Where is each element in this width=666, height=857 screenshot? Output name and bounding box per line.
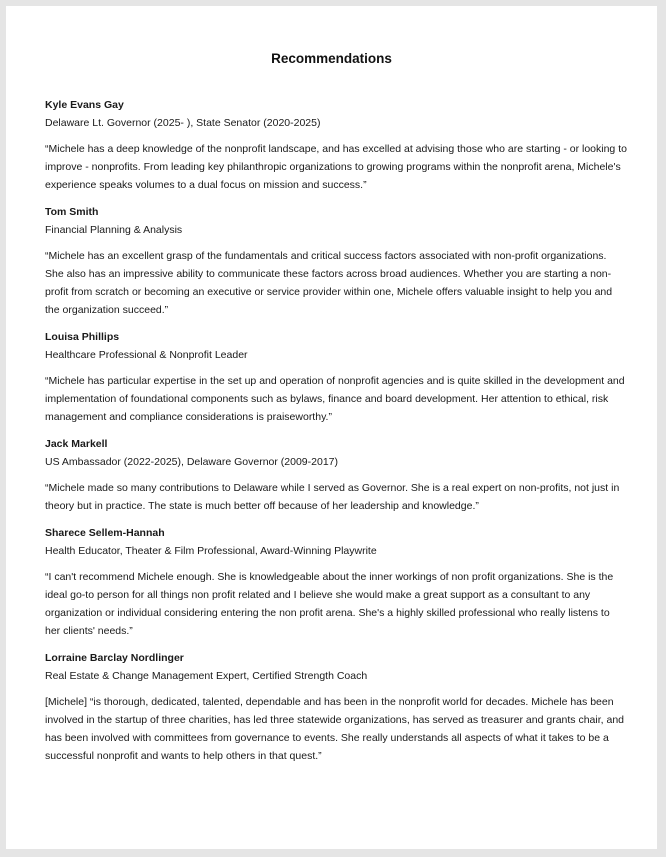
recommendation-quote: “Michele has a deep knowledge of the nonprofit landscape, and has excelled at advising those who are starting - or looking to improve - nonprofits. From leading key philanthropic organizations to growing programs within the nonprofit arena, Michele's experience speaks volumes to a dual focus on mission and success.” <box>45 143 627 191</box>
recommender-name: Sharece Sellem-Hannah <box>45 527 165 539</box>
recommender-name: Tom Smith <box>45 206 99 218</box>
recommender-role: Delaware Lt. Governor (2025- ), State Senator (2020-2025) <box>45 117 321 129</box>
recommendation-quote: [Michele] “is thorough, dedicated, talented, dependable and has been in the nonprofit world for decades. Michele has been involved in the startup of three charities, has led three statewide organizations, has served as treasurer and grants chair, and has been involved with committees from governance to events. She really understands all aspects of what it takes to be a successful nonprofit and wants to help others in that quest.” <box>45 696 624 762</box>
recommendation-item <box>45 328 627 426</box>
recommendation-quote: “Michele has an excellent grasp of the fundamentals and critical success factors associated with non-profit organizations. She also has an impressive ability to communicate these factors across broad audiences. Whether you are starting a non-profit from scratch or becoming an executive or service provider within one, Michele offers valuable insight to help you and the organization succeed.” <box>45 250 613 316</box>
recommendation-item <box>45 203 627 319</box>
recommender-name: Jack Markell <box>45 438 108 450</box>
recommendation-item <box>45 96 627 194</box>
recommender-name: Lorraine Barclay Nordlinger <box>45 652 184 664</box>
recommender-role: US Ambassador (2022-2025), Delaware Governor (2009-2017) <box>45 456 338 468</box>
recommender-role: Healthcare Professional & Nonprofit Leader <box>45 349 248 361</box>
recommender-role: Real Estate & Change Management Expert, Certified Strength Coach <box>45 670 368 682</box>
recommendation-quote: “Michele has particular expertise in the set up and operation of nonprofit agencies and is quite skilled in the development and implementation of foundational components such as bylaws, finance and board development. Her attention to ethical, risk management and compliance considerations is praiseworthy.” <box>45 375 625 423</box>
recommendation-quote: “Michele made so many contributions to Delaware while I served as Governor. She is a real expert on non-profits, not just in theory but in practice. The state is much better off because of her leadership and knowledge.” <box>45 482 620 512</box>
recommendations-list <box>45 96 627 774</box>
page-title: Recommendations <box>271 51 392 66</box>
recommendation-item <box>45 649 627 765</box>
recommender-name: Kyle Evans Gay <box>45 99 124 111</box>
recommendation-quote: “I can't recommend Michele enough. She is knowledgeable about the inner workings of non profit organizations. She is the ideal go-to person for all things non profit related and I believe she would make a great support as a consultant to any organization or individual considering entering the non profit arena. She's a highly skilled professional who really listens to her clients' needs.” <box>45 571 614 637</box>
recommender-role: Health Educator, Theater & Film Professional, Award-Winning Playwrite <box>45 545 377 557</box>
recommendation-item <box>45 435 627 515</box>
document-page <box>6 6 657 849</box>
recommender-role: Financial Planning & Analysis <box>45 224 183 236</box>
recommendation-item <box>45 524 627 640</box>
recommender-name: Louisa Phillips <box>45 331 120 343</box>
